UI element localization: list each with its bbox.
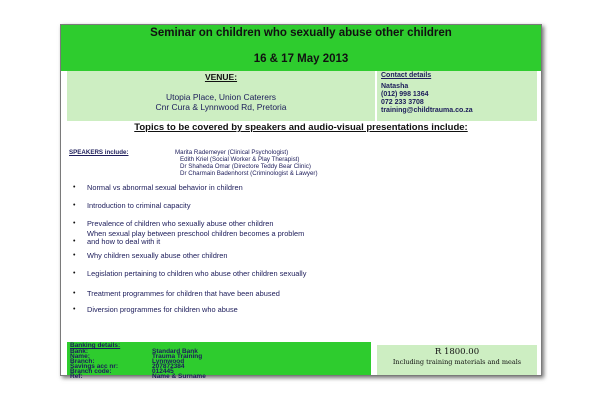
topic-item: When sexual play between preschool children becomes a problem and how to deal with it bbox=[87, 229, 305, 247]
price-panel bbox=[377, 345, 537, 375]
banking-panel bbox=[67, 342, 371, 380]
topic-item: Legislation pertaining to children who abuse other children sexually bbox=[87, 269, 307, 278]
contact-panel bbox=[377, 71, 537, 121]
contact-phone-2: 072 233 3708 bbox=[381, 99, 424, 106]
bullet-icon: • bbox=[73, 184, 76, 191]
bank-label: Savings acc nr: bbox=[70, 363, 119, 370]
bullet-icon: • bbox=[73, 220, 76, 227]
bullet-icon: • bbox=[73, 306, 76, 313]
bank-label: Branch: bbox=[70, 358, 95, 365]
topic-item: Prevalence of children who sexually abuse other children bbox=[87, 219, 274, 228]
bank-value: 012445 bbox=[152, 368, 174, 375]
topic-item: Diversion programmes for children who abuse bbox=[87, 305, 238, 314]
bank-label: Bank: bbox=[70, 348, 89, 355]
venue-heading: VENUE: bbox=[204, 72, 238, 82]
speaker-item: Marita Rademeyer (Clinical Psychologist) bbox=[175, 149, 289, 156]
seminar-flyer bbox=[60, 24, 542, 380]
topic-item: Why children sexually abuse other children bbox=[87, 251, 228, 260]
bullet-icon: • bbox=[73, 202, 76, 209]
speaker-item: Dr Shaheda Omar (Directore Teddy Bear Clinic) bbox=[180, 163, 311, 170]
bank-value: Name & Surname bbox=[152, 373, 206, 380]
bank-label: Ref: bbox=[70, 373, 83, 380]
topic-item: Introduction to criminal capacity bbox=[87, 201, 191, 210]
venue-address: Cnr Cura & Lynnwood Rd, Pretoria bbox=[155, 102, 287, 112]
bank-label: Name: bbox=[70, 353, 90, 360]
contact-phone-1: (012) 998 1364 bbox=[381, 91, 429, 98]
price-note: Including training materials and meals bbox=[392, 358, 522, 366]
bullet-icon: • bbox=[73, 270, 76, 277]
seminar-dates: 16 & 17 May 2013 bbox=[253, 53, 349, 65]
bank-value: Standard Bank bbox=[152, 348, 198, 355]
contact-heading: Contact details bbox=[381, 72, 432, 79]
speaker-item: Dr Charmain Badenhorst (Criminologist & Lawyer) bbox=[180, 170, 318, 177]
bullet-icon: • bbox=[73, 290, 76, 297]
price-amount: R 1800.00 bbox=[434, 347, 480, 357]
seminar-title: Seminar on children who sexually abuse other children bbox=[150, 27, 452, 39]
topics-heading-text: Topics to be covered by speakers and audio-visual presentations include: bbox=[134, 122, 468, 133]
bank-label: Branch code: bbox=[70, 368, 112, 375]
banking-heading: Banking details: bbox=[70, 342, 121, 349]
bullet-icon: • bbox=[73, 238, 76, 245]
bank-value: 207872384 bbox=[152, 363, 185, 370]
bullet-icon: • bbox=[73, 252, 76, 259]
topics-heading bbox=[61, 123, 541, 133]
topic-item: Treatment programmes for children that have been abused bbox=[87, 289, 280, 298]
header-band bbox=[61, 25, 541, 71]
speaker-item: Edith Kriel (Social Worker & Play Therapist) bbox=[180, 156, 300, 163]
venue-name: Utopia Place, Union Caterers bbox=[165, 92, 277, 102]
bank-value: Lynnwood bbox=[152, 358, 185, 365]
speakers-label: SPEAKERS include: bbox=[69, 149, 129, 156]
contact-name: Natasha bbox=[381, 83, 409, 90]
bank-value: Trauma Training bbox=[152, 353, 203, 360]
contact-email[interactable]: training@childtrauma.co.za bbox=[381, 107, 473, 114]
topic-item: Normal vs abnormal sexual behavior in children bbox=[87, 183, 243, 192]
venue-panel bbox=[67, 71, 375, 121]
